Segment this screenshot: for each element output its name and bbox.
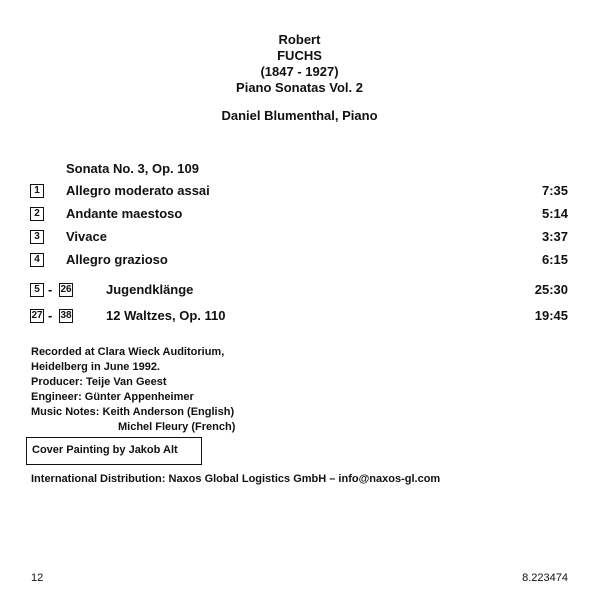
credit-line: Producer: Teije Van Geest [31, 376, 167, 388]
credit-line: Heidelberg in June 1992. [31, 361, 160, 373]
track-title: Jugendklänge [106, 282, 194, 297]
track-row [30, 252, 568, 270]
track-number-box: 27 [31, 310, 43, 321]
track-range-dash: - [48, 282, 53, 297]
track-row [30, 183, 568, 201]
track-row [30, 206, 568, 224]
track-title: Allegro moderato assai [66, 183, 210, 198]
track-number-box: 2 [30, 207, 44, 221]
work-heading: Sonata No. 3, Op. 109 [66, 161, 199, 176]
track-title: Vivace [66, 229, 107, 244]
album-title: Piano Sonatas Vol. 2 [236, 80, 363, 95]
track-number-box: 4 [30, 253, 44, 267]
page-number: 12 [31, 572, 44, 584]
booklet-header [0, 32, 599, 124]
track-row [30, 229, 568, 247]
track-title: Allegro grazioso [66, 252, 168, 267]
track-duration: 7:35 [541, 183, 568, 198]
performer: Daniel Blumenthal, Piano [221, 108, 378, 123]
distribution-line: International Distribution: Naxos Global Logistics GmbH – info@naxos-gl.com [31, 473, 441, 485]
track-row [30, 308, 568, 326]
track-number-box: 26 [60, 284, 72, 295]
track-title: Andante maestoso [66, 206, 183, 221]
track-row [30, 282, 568, 300]
composer-dates: (1847 - 1927) [260, 64, 339, 79]
track-number-box: 5 [30, 283, 44, 297]
cover-painting-credit: Cover Painting by Jakob Alt [26, 437, 202, 465]
track-number-box: 1 [30, 184, 44, 198]
credit-line: Recorded at Clara Wieck Auditorium, [31, 346, 225, 358]
credit-line: Music Notes: Keith Anderson (English) [31, 406, 235, 418]
track-range-dash: - [48, 308, 53, 323]
track-number-box: 3 [30, 230, 44, 244]
track-duration: 3:37 [541, 229, 568, 244]
composer-last-name: FUCHS [277, 48, 322, 63]
track-duration: 5:14 [541, 206, 568, 221]
credit-line: Engineer: Günter Appenheimer [31, 391, 194, 403]
track-duration: 19:45 [534, 308, 568, 323]
track-duration: 25:30 [534, 282, 568, 297]
recording-credits [31, 345, 235, 435]
catalogue-number: 8.223474 [522, 572, 568, 584]
track-title: 12 Waltzes, Op. 110 [106, 308, 226, 323]
track-number-box: 38 [60, 310, 72, 321]
credit-line: Michel Fleury (French) [118, 421, 236, 433]
track-duration: 6:15 [541, 252, 568, 267]
composer-first-name: Robert [278, 32, 321, 47]
